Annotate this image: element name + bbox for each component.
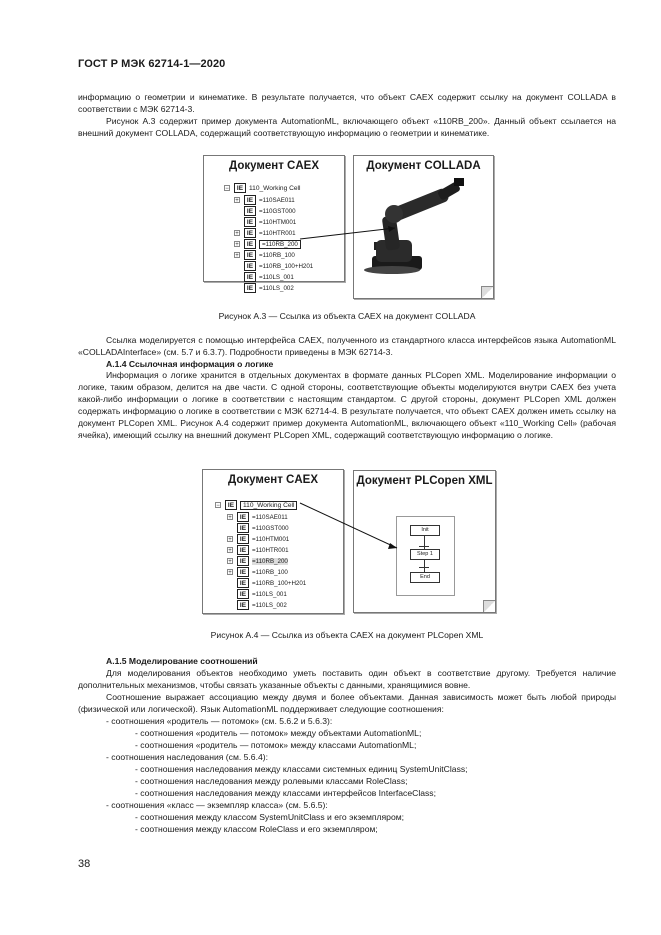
figure-caption: Рисунок А.3 — Ссылка из объекта CAEX на документ COLLADA bbox=[218, 311, 476, 321]
fig4-caex-title: Документ CAEX bbox=[228, 474, 318, 486]
tree-item: IE =110RB_100+H201 bbox=[237, 578, 306, 588]
tree-item: + IE =110SAE011 bbox=[235, 196, 295, 204]
sfc-step-1: Step 1 bbox=[410, 549, 440, 560]
page-fold bbox=[481, 286, 493, 298]
ie-icon: IE bbox=[244, 206, 256, 216]
fig4-plcopen-panel bbox=[353, 470, 496, 613]
list-item: - соотношения «класс — экземпляр класса» (см. 5.6.5): bbox=[106, 800, 328, 810]
sfc-step-end: End bbox=[410, 572, 440, 583]
fig3-collada-panel bbox=[353, 155, 494, 299]
tree-root bbox=[215, 500, 297, 510]
figure-caption: Рисунок А.4 — Ссылка из объекта CAEX на документ PLCopen XML bbox=[210, 630, 484, 640]
tree-root-label: 110_Working Cell bbox=[240, 501, 297, 510]
paragraph: Информация о логике хранится в отдельных документах в формате данных PLCopen XML. Моделирование информации о логике, таким образом, делится на две части. С одной стороны, соответствующие объекты моделируются внутри CAEX без учета какой-либо информации о логике в соответствии с настоящим стандартом. С другой стороны, документ PLCopen XML должен содержать информацию о логике в соответствии с МЭК 62714-4. В результате получается, что объект CAEX должен иметь ссылку на документ PLCopen XML. Рисунок А.4 содержит пример документа AutomationML, включающего объект «110_Working Cell» (рабочая ячейка), имеющий ссылку на внешний документ PLCopen XML, содержащий соответствующую информацию о логике. bbox=[78, 370, 616, 440]
list-item: - соотношения «родитель — потомок» между объектами AutomationML; bbox=[135, 728, 422, 738]
list-item: - соотношения наследования (см. 5.6.4): bbox=[106, 752, 268, 762]
expand-icon: + bbox=[228, 570, 232, 576]
tree-item: IE =110LS_002 bbox=[237, 600, 287, 610]
ie-icon: IE bbox=[244, 283, 256, 293]
list-item: - соотношения наследования между классами интерфейсов InterfaceClass; bbox=[135, 788, 436, 798]
ie-icon: IE bbox=[237, 567, 249, 577]
ie-icon: IE bbox=[244, 228, 256, 238]
tree-item: IE =110LS_002 bbox=[244, 283, 294, 293]
tree-item: IE =110GST000 bbox=[237, 523, 289, 533]
expand-icon: + bbox=[235, 242, 239, 248]
list-item: - соотношения между классом RoleClass и его экземпляром; bbox=[135, 824, 378, 834]
tree-item: + IE =110SAE011 bbox=[228, 513, 288, 521]
list-item: - соотношения «родитель — потомок» между классами AutomationML; bbox=[135, 740, 417, 750]
ie-icon: IE bbox=[237, 600, 249, 610]
tree-item: + IE =110RB_100 bbox=[228, 568, 288, 576]
fig4-caex-panel bbox=[202, 469, 344, 614]
ie-icon: IE bbox=[244, 239, 256, 249]
section-heading: А.1.5 Моделирование соотношений bbox=[106, 656, 258, 666]
sfc-transition bbox=[419, 546, 429, 547]
ie-icon: IE bbox=[244, 261, 256, 271]
ie-icon: IE bbox=[244, 272, 256, 282]
ie-icon: IE bbox=[237, 556, 249, 566]
ie-icon: IE bbox=[237, 545, 249, 555]
tree-item: + IE =110RB_200 bbox=[228, 557, 288, 565]
tree-item: + IE =110HTM001 bbox=[228, 535, 290, 543]
section-heading: А.1.4 Ссылочная информация о логике bbox=[106, 359, 274, 369]
ie-icon: IE bbox=[244, 250, 256, 260]
ie-icon: IE bbox=[225, 500, 237, 510]
tree-item: IE =110GST000 bbox=[244, 206, 296, 216]
ie-icon: IE bbox=[237, 512, 249, 522]
tree-item-highlighted: + IE =110RB_200 bbox=[234, 239, 301, 249]
collapse-icon: − bbox=[225, 186, 229, 192]
fig3-caex-title: Документ CAEX bbox=[229, 160, 319, 172]
tree-item: + IE =110HTR001 bbox=[228, 546, 289, 554]
ie-icon: IE bbox=[237, 523, 249, 533]
tree-root-label: 110_Working Cell bbox=[249, 184, 301, 192]
tree-item: IE =110LS_001 bbox=[244, 272, 294, 282]
expand-icon: + bbox=[228, 559, 232, 565]
ie-icon: IE bbox=[244, 217, 256, 227]
page-fold bbox=[483, 600, 495, 612]
ie-icon: IE bbox=[237, 589, 249, 599]
expand-icon: + bbox=[228, 548, 232, 554]
collapse-icon: − bbox=[216, 503, 220, 509]
expand-icon: + bbox=[228, 515, 232, 521]
tree-item: + IE =110HTR001 bbox=[235, 229, 296, 237]
list-item: - соотношения между классом SystemUnitClass и его экземпляром; bbox=[135, 812, 405, 822]
paragraph: Для моделирования объектов необходимо уметь поставить один объект в соответствие другому. Требуется наличие дополнительных механизмов, чтобы связать указанные объекты с данными, хранящимися вовне. bbox=[78, 668, 616, 690]
paragraph: Соотношение выражает ассоциацию между двумя и более объектами. Данная зависимость может быть любой природы (физической или логической). Язык AutomationML поддерживает следующие соотношения: bbox=[78, 692, 616, 714]
expand-icon: + bbox=[235, 231, 239, 237]
ie-icon: IE bbox=[244, 195, 256, 205]
tree-item: + IE =110RB_100 bbox=[235, 251, 295, 259]
tree-item: IE =110HTM001 bbox=[244, 217, 296, 227]
tree-root bbox=[224, 183, 300, 193]
list-item: - соотношения «родитель — потомок» (см. 5.6.2 и 5.6.3): bbox=[106, 716, 333, 726]
expand-icon: + bbox=[235, 198, 239, 204]
ie-icon: IE bbox=[234, 183, 246, 193]
robot-arm-image bbox=[354, 156, 493, 298]
sfc-transition bbox=[419, 567, 429, 568]
tree-item: IE =110RB_100+H201 bbox=[244, 261, 313, 271]
page-number: 38 bbox=[78, 858, 91, 870]
ie-icon: IE bbox=[237, 534, 249, 544]
paragraph: Рисунок А.3 содержит пример документа AutomationML, включающего объект «110RB_200». Данный объект ссылается на внешний документ COLLADA, содержащий соответствующую информацию о геометрии и кинематике. bbox=[78, 116, 616, 138]
list-item: - соотношения наследования между ролевыми классами RoleClass; bbox=[135, 776, 408, 786]
tree-item: IE =110LS_001 bbox=[237, 589, 287, 599]
list-item: - соотношения наследования между классами системных единиц SystemUnitClass; bbox=[135, 764, 468, 774]
fig3-collada-title: Документ COLLADA bbox=[366, 160, 481, 172]
expand-icon: + bbox=[235, 253, 239, 259]
expand-icon: + bbox=[228, 537, 232, 543]
fig4-plcopen-title: Документ PLCopen XML bbox=[356, 475, 493, 487]
fig3-caex-panel bbox=[203, 155, 345, 292]
ie-icon: IE bbox=[237, 578, 249, 588]
paragraph: Ссылка моделируется с помощью интерфейса CAEX, полученного из стандартного класса интерфейсов языка AutomationML «COLLADAInterface» (см. 5.7 и 6.3.7). Подробности приведены в МЭК 62714-3. bbox=[78, 335, 616, 357]
sfc-step-init: Init bbox=[410, 525, 440, 536]
paragraph: информацию о геометрии и кинематике. В результате получается, что объект CAEX содержит ссылку на документ COLLADA в соответствии с МЭК 62714-3. bbox=[78, 92, 616, 114]
document-header: ГОСТ Р МЭК 62714-1—2020 bbox=[78, 58, 226, 70]
